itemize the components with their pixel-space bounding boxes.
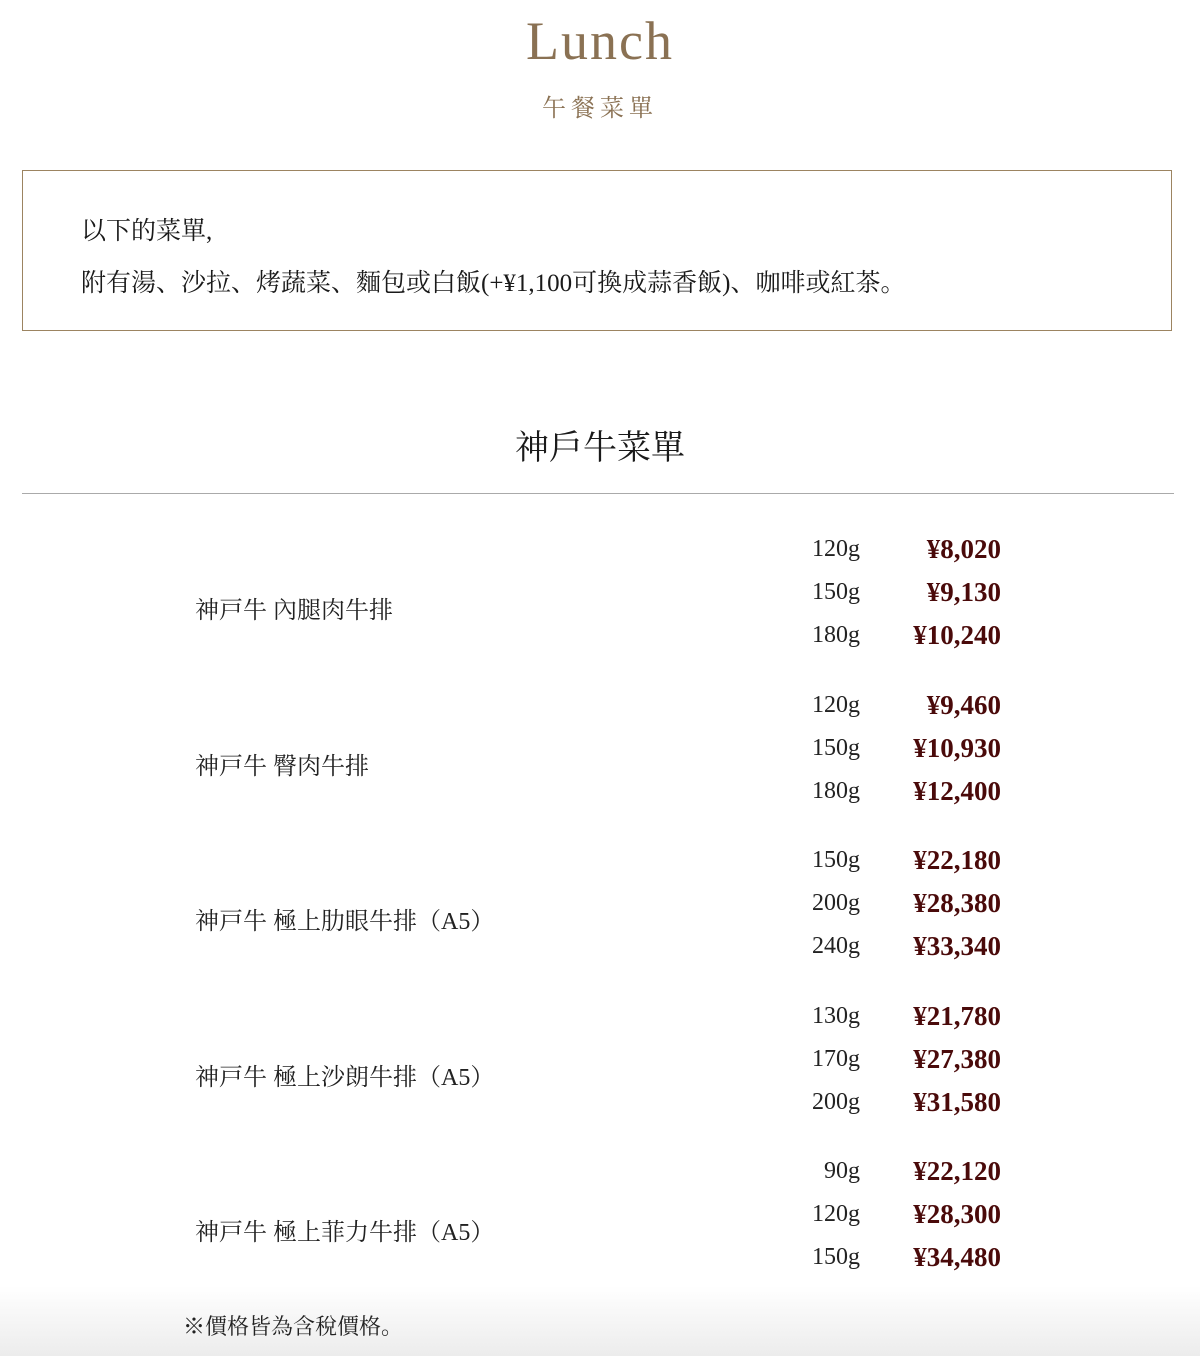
price-row <box>0 620 1200 660</box>
price-row <box>0 1156 1200 1196</box>
price-row <box>0 534 1200 574</box>
weight: 240g <box>812 933 860 959</box>
price: ¥9,460 <box>926 689 1001 720</box>
section-title: 神戶牛菜單 <box>515 430 685 467</box>
weight: 120g <box>812 536 860 562</box>
weight: 180g <box>812 777 860 804</box>
divider <box>22 493 1174 494</box>
tax-note: ※價格皆為含稅價格。 <box>183 1314 404 1339</box>
page-subtitle: 午餐菜單 <box>542 94 658 122</box>
weight: 180g <box>812 622 860 648</box>
price: ¥21,780 <box>913 1000 1001 1031</box>
price-row <box>0 1044 1200 1084</box>
price-row <box>0 1242 1200 1282</box>
weight: 150g <box>812 1244 860 1270</box>
price: ¥10,930 <box>913 732 1001 763</box>
price: ¥9,130 <box>926 577 1001 607</box>
weight: 150g <box>812 734 860 761</box>
price-row <box>0 776 1200 816</box>
weight: 90g <box>824 1158 860 1184</box>
menu-item <box>0 689 1200 854</box>
weight: 170g <box>812 1045 860 1072</box>
price: ¥31,580 <box>913 1086 1001 1117</box>
price-row <box>0 733 1200 773</box>
price: ¥33,340 <box>913 931 1001 961</box>
item-name: 神戸牛 極上肋眼牛排（A5） <box>195 909 495 935</box>
item-name: 神戸牛 極上沙朗牛排（A5） <box>195 1064 495 1091</box>
item-name: 神戸牛 臀肉牛排 <box>195 753 369 780</box>
price-row <box>0 1001 1200 1041</box>
weight: 150g <box>812 579 860 605</box>
price-row <box>0 888 1200 928</box>
item-name: 神戸牛 極上菲力牛排（A5） <box>195 1220 495 1246</box>
intro-line-2: 附有湯、沙拉、烤蔬菜、麵包或白飯(+¥1,100可換成蒜香飯)、咖啡或紅茶。 <box>81 270 906 297</box>
price-row <box>0 845 1200 885</box>
price: ¥34,480 <box>913 1242 1001 1272</box>
price-row <box>0 1199 1200 1239</box>
weight: 200g <box>812 1088 860 1115</box>
price: ¥10,240 <box>913 620 1001 650</box>
menu-item <box>0 845 1200 1009</box>
price: ¥28,380 <box>913 888 1001 918</box>
intro-box <box>22 170 1172 331</box>
weight: 120g <box>812 691 860 718</box>
weight: 120g <box>812 1201 860 1227</box>
price: ¥28,300 <box>913 1199 1001 1229</box>
price: ¥8,020 <box>926 534 1001 564</box>
price: ¥27,380 <box>913 1043 1001 1074</box>
menu-item <box>0 1156 1200 1320</box>
menu-item <box>0 1000 1200 1165</box>
price: ¥22,120 <box>913 1156 1001 1186</box>
weight: 150g <box>812 847 860 873</box>
menu-item <box>0 534 1200 698</box>
intro-line-1: 以下的菜單, <box>81 218 213 245</box>
price-row <box>0 931 1200 971</box>
weight: 200g <box>812 890 860 916</box>
price: ¥22,180 <box>913 845 1001 875</box>
page-title: Lunch <box>526 11 674 71</box>
weight: 130g <box>812 1002 860 1029</box>
price-row <box>0 1087 1200 1127</box>
item-name: 神戸牛 內腿肉牛排 <box>195 598 393 624</box>
price: ¥12,400 <box>913 775 1001 806</box>
price-row <box>0 690 1200 730</box>
price-row <box>0 577 1200 617</box>
